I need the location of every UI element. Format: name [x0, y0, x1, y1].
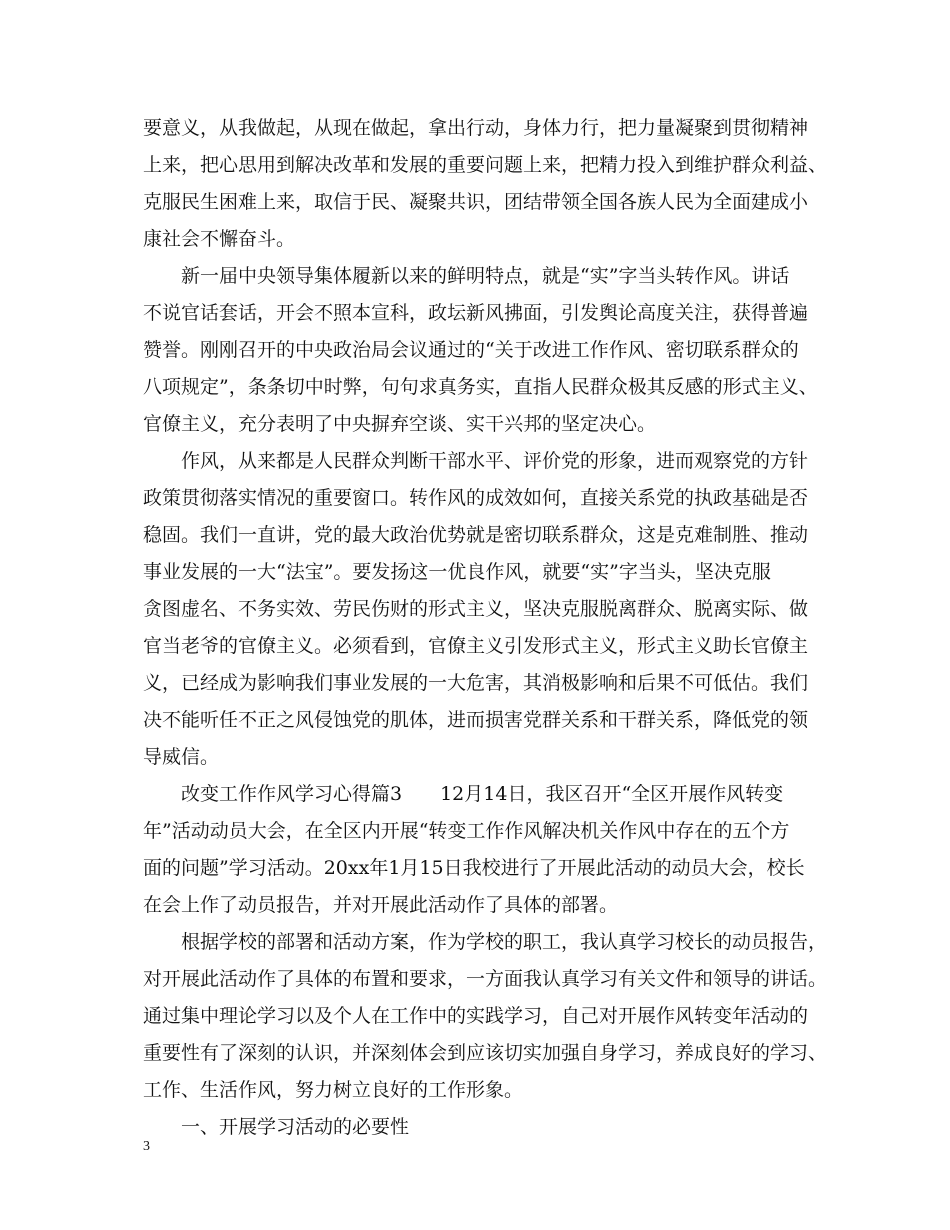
text-line: 赞誉。刚刚召开的中央政治局会议通过的“关于改进工作作风、密切联系群众的 [143, 339, 799, 361]
text-line: 要意义，从我做起，从现在做起，拿出行动，身体力行，把力量凝聚到贯彻精神 [143, 117, 809, 139]
text-line: 对开展此活动作了具体的布置和要求，一方面我认真学习有关文件和领导的讲话。 [143, 968, 828, 990]
text-line: 工作、生活作风，努力树立良好的工作形象。 [143, 1079, 524, 1101]
text-line: 导威信。 [143, 746, 220, 768]
text-line: 年”活动动员大会，在全区内开展“转变工作作风解决机关作风中存在的五个方 [143, 820, 790, 842]
text-line: 克服民生困难上来，取信于民、凝聚共识，团结带领全国各族人民为全面建成小 [143, 191, 809, 213]
text-line: 贪图虚名、不务实效、劳民伤财的形式主义，坚决克服脱离群众、脱离实际、做 [143, 598, 809, 620]
text-line: 作风，从来都是人民群众判断干部水平、评价党的形象，进而观察党的方针 [181, 450, 809, 472]
text-line: 重要性有了深刻的认识，并深刻体会到应该切实加强自身学习，养成良好的学习、 [143, 1042, 828, 1064]
page-number: 3 [143, 1139, 150, 1154]
text-line: 不说官话套话，开会不照本宣科，政坛新风拂面，引发舆论高度关注，获得普遍 [143, 302, 809, 324]
text-line: 八项规定”，条条切中时弊，句句求真务实，直指人民群众极其反感的形式主义、 [143, 376, 818, 398]
text-line: 官僚主义，充分表明了中央摒弃空谈、实干兴邦的坚定决心。 [143, 413, 657, 435]
text-line: 上来，把心思用到解决改革和发展的重要问题上来，把精力投入到维护群众利益、 [143, 154, 828, 176]
text-line: 改变工作作风学习心得篇3 12月14日，我区召开“全区开展作风转变 [181, 783, 784, 805]
text-line: 新一届中央领导集体履新以来的鲜明特点，就是“实”字当头转作风。讲话 [181, 265, 790, 287]
text-line: 康社会不懈奋斗。 [143, 228, 296, 250]
text-line: 根据学校的部署和活动方案，作为学校的职工，我认真学习校长的动员报告， [181, 931, 828, 953]
text-line: 通过集中理论学习以及个人在工作中的实践学习，自己对开展作风转变年活动的 [143, 1005, 809, 1027]
text-line: 在会上作了动员报告，并对开展此活动作了具体的部署。 [143, 894, 619, 916]
text-line: 官当老爷的官僚主义。必须看到，官僚主义引发形式主义，形式主义助长官僚主 [143, 635, 809, 657]
text-line: 义，已经成为影响我们事业发展的一大危害，其消极影响和后果不可低估。我们 [143, 672, 809, 694]
text-line: 稳固。我们一直讲，党的最大政治优势就是密切联系群众，这是克难制胜、推动 [143, 524, 809, 546]
text-line: 事业发展的一大“法宝”。要发扬这一优良作风，就要“实”字当头，坚决克服 [143, 561, 771, 583]
text-line: 政策贯彻落实情况的重要窗口。转作风的成效如何，直接关系党的执政基础是否 [143, 487, 809, 509]
text-line: 面的问题”学习活动。20xx年1月15日我校进行了开展此活动的动员大会，校长 [143, 857, 805, 879]
section-heading: 一、开展学习活动的必要性 [181, 1116, 410, 1138]
text-line: 决不能听任不正之风侵蚀党的肌体，进而损害党群关系和干群关系，降低党的领 [143, 709, 809, 731]
